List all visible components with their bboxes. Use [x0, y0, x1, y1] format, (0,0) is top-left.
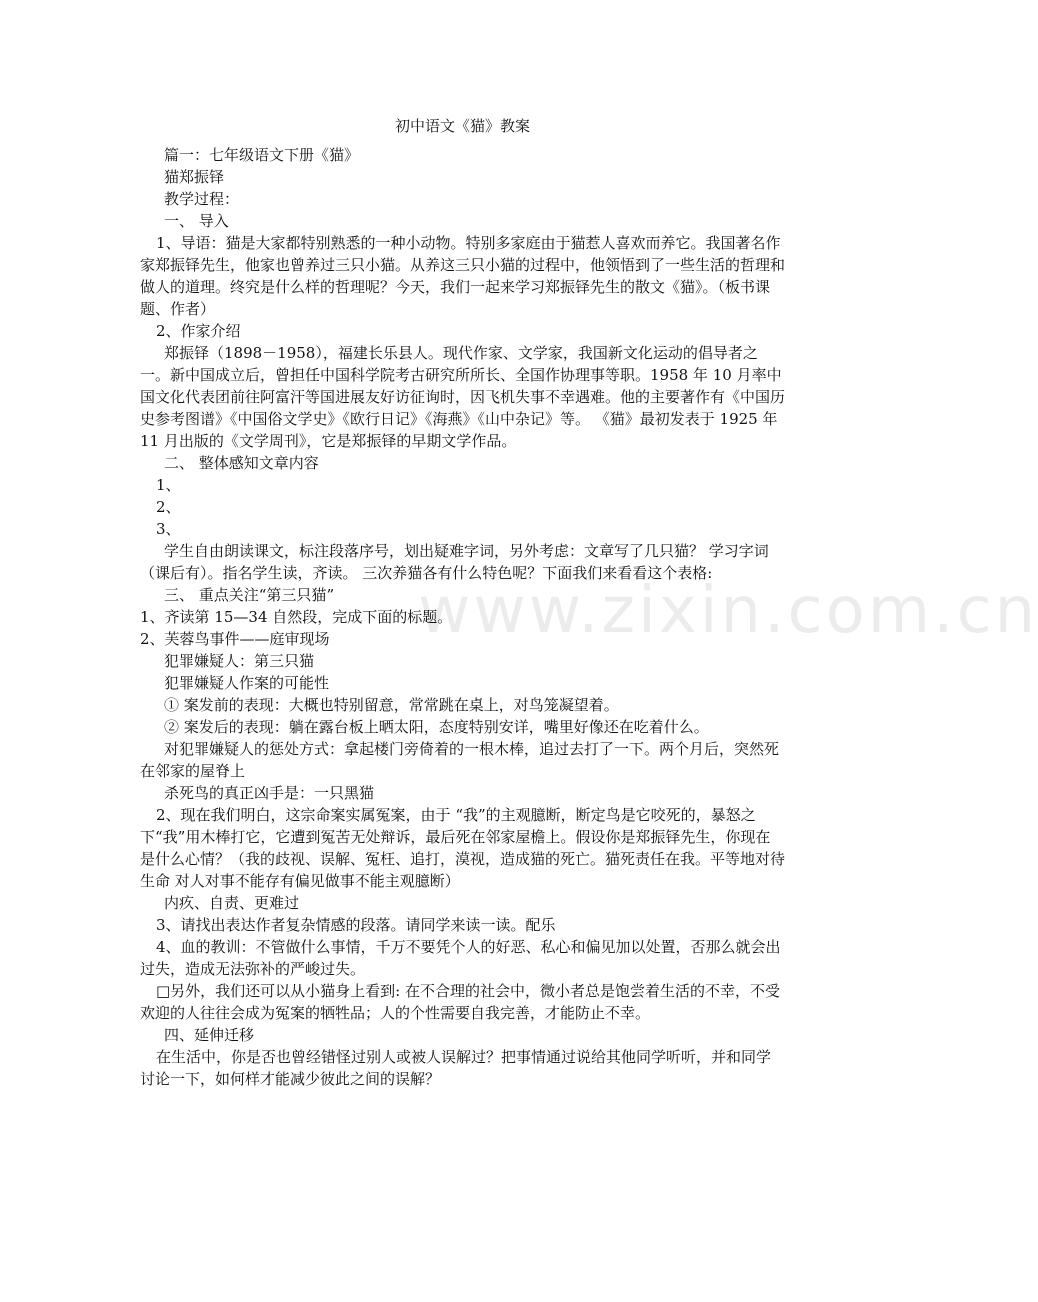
paragraph: 四、延伸迁移: [164, 1026, 255, 1044]
paragraph: 在生活中，你是否也曾经错怪过别人或被人误解过？把事情通过说给其他同学听听，并和同学讨论一下，如何样才能减少彼此之间的误解？: [140, 1048, 772, 1088]
watermark: www.zixin.com.cn: [418, 574, 1038, 648]
paragraph: 篇一：七年级语文下册《猫》: [164, 146, 360, 164]
paragraph: 三、 重点关注“第三只猫”: [164, 586, 335, 604]
paragraph: 4、血的教训：不管做什么事情，千万不要凭个人的好恶、私心和偏见加以处置，否那么就会出过失，造成无法弥补的严峻过失。: [140, 938, 781, 978]
paragraph: 1、导语：猫是大家都特别熟悉的一种小动物。特别多家庭由于猫惹人喜欢而养它。我国著名作家郑振铎先生，他家也曾养过三只小猫。从养这三只小猫的过程中，他领悟到了一些生活的哲理和做人的道理。终究是什么样的哲理呢？今天，我们一起来学习郑振铎先生的散文《猫》。（板书课题、作者）: [140, 234, 786, 318]
paragraph: ② 案发后的表现：躺在露台板上晒太阳，态度特别安详，嘴里好像还在吃着什么。: [164, 718, 709, 736]
paragraph: 郑振铎（1898－1958），福建长乐县人。现代作家、文学家，我国新文化运动的倡导者之一。新中国成立后，曾担任中国科学院考古研究所所长、全国作协理事等职。1958 年 10 月率中国文化代表团前往阿富汗等国进展友好访征询时，因飞机失事不幸遇难。他的主要著作有《中国历史参考图谱》《中国俗文学史》《欧行日记》《海燕》《山中杂记》等。 《猫》最初发表于 1925 年 11 月出版的《文学周刊》，它是郑振铎的早期文学作品。: [140, 344, 786, 450]
paragraph: 犯罪嫌疑人作案的可能性: [164, 674, 330, 692]
paragraph: 教学过程：: [164, 190, 240, 208]
document-body: [140, 108, 785, 1090]
paragraph: 2、芙蓉鸟事件——庭审现场: [140, 630, 330, 648]
paragraph: 对犯罪嫌疑人的惩处方式：拿起楼门旁倚着的一根木棒，追过去打了一下。两个月后，突然死在邻家的屋脊上: [140, 740, 780, 780]
paragraph: 犯罪嫌疑人：第三只猫: [164, 652, 315, 670]
paragraph: 猫郑振铎: [164, 168, 225, 186]
paragraph: ① 案发前的表现：大概也特别留意，常常跳在桌上，对鸟笼凝望着。: [164, 696, 619, 714]
paragraph: 学生自由朗读课文，标注段落序号，划出疑难字词，另外考虑：文章写了几只猫？ 学习字词（课后有）。指名学生读，齐读。 三次养猫各有什么特色呢？下面我们来看看这个表格:: [140, 542, 769, 582]
document-title: 初中语文《猫》教案: [394, 117, 530, 135]
paragraph: 2、: [156, 498, 181, 516]
paragraph: 2、现在我们明白，这宗命案实属冤案，由于 “我”的主观臆断，断定鸟是它咬死的，暴怒之下“我”用木棒打它，它遭到冤苦无处辩诉，最后死在邻家屋檐上。假设你是郑振铎先生，你现在是什么心情？（我的歧视、误解、冤枉、追打，漠视，造成猫的死亡。猫死责任在我。平等地对待生命 对人对事不能存有偏见做事不能主观臆断）: [140, 806, 786, 890]
paragraph: 3、请找出表达作者复杂情感的段落。请同学来读一读。配乐: [156, 916, 556, 934]
paragraph: 一、 导入: [164, 212, 229, 230]
paragraph: 1、齐读第 15—34 自然段，完成下面的标题。: [140, 608, 453, 626]
paragraph: □另外，我们还可以从小猫身上看到: 在不合理的社会中，微小者总是饱尝着生活的不幸，不受欢迎的人往往会成为冤案的牺牲品；人的个性需要自我完善，才能防止不幸。: [140, 982, 780, 1022]
paragraph: 1、: [156, 476, 181, 494]
paragraph: 2、作家介绍: [156, 322, 241, 340]
paragraph: 二、 整体感知文章内容: [164, 454, 319, 472]
paragraph: 3、: [156, 520, 181, 538]
paragraph: 内疚、自责、更难过: [164, 894, 300, 912]
paragraph-list: [140, 144, 785, 1090]
paragraph: 杀死鸟的真正凶手是：一只黑猫: [164, 784, 375, 802]
